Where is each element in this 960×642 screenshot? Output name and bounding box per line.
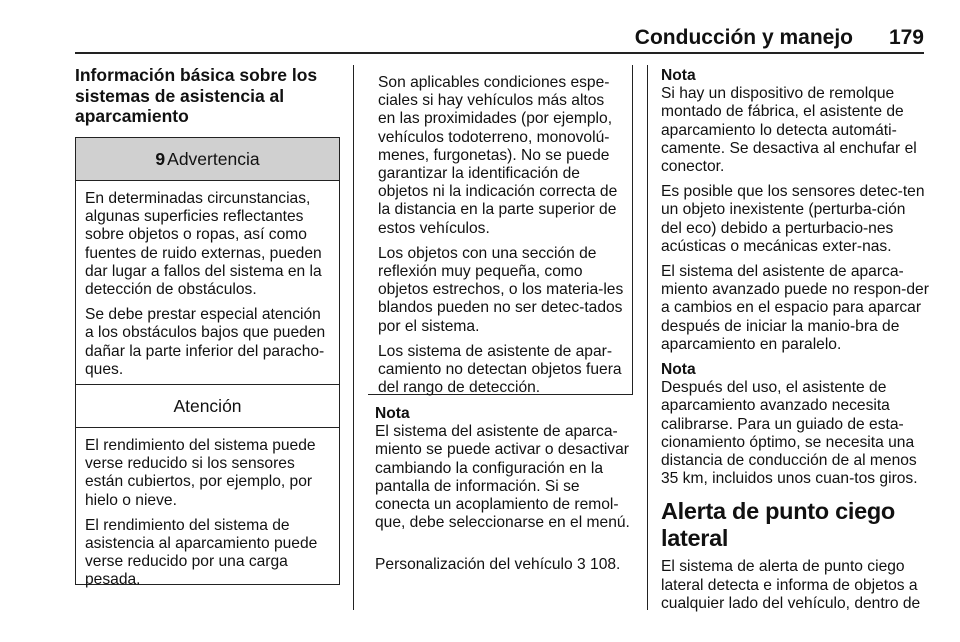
attention-box-header <box>76 385 339 428</box>
warning-box <box>75 137 340 389</box>
note-label: Nota <box>375 405 410 422</box>
warning-heading: Advertencia <box>167 148 260 169</box>
note-paragraph: El sistema del asistente de aparca-miento avanzado puede no respon-der a cambios en el espacio para aparcar después de iniciar la manio-bra de aparcamiento en paralelo. <box>661 263 929 353</box>
column-divider <box>647 65 648 610</box>
section-heading: Alerta de punto ciego lateral <box>661 498 895 552</box>
cross-reference <box>375 556 637 574</box>
note-label: Nota <box>661 361 696 379</box>
page-number: 179 <box>888 26 924 49</box>
warning-paragraph: En determinadas circunstancias, algunas superficies reflectantes sobre objetos o ropas, así como fuentes de ruido externas, pueden dar lugar a fallos del sistema en la detección de obstáculos. <box>85 190 322 299</box>
attention-paragraph: El rendimiento del sistema puede verse reducido si los sensores están cubiertos, por ejemplo, por hielo o nieve. <box>85 437 316 509</box>
note-paragraph: Si hay un dispositivo de remolque montado de fábrica, el asistente de aparcamiento lo detecta automáti-camente. Se desactiva al enchufar el conector. <box>661 85 917 176</box>
attention-box-body <box>76 428 339 599</box>
warning-box-header <box>76 138 339 181</box>
column-3 <box>661 67 929 613</box>
warning-icon: 9 <box>155 148 166 169</box>
conditions-paragraph: Los objetos con una sección de reflexión muy pequeña, como objetos estrechos, o los materia-les blandos pueden no ser detec-tados por el sistema. <box>378 244 624 335</box>
page-header <box>75 26 924 52</box>
reference-page: 108. <box>590 556 621 573</box>
conditions-box <box>368 65 633 395</box>
conditions-paragraph: Los sistema de asistente de apar-camiento no detectan objetos fuera del rango de detección. <box>378 342 622 397</box>
warning-paragraph: Se debe prestar especial atención a los obstáculos bajos que pueden dañar la parte inferior del paracho-ques. <box>85 306 326 378</box>
header-divider <box>75 52 924 54</box>
warning-box-body <box>76 181 339 388</box>
conditions-paragraph: Son aplicables condiciones espe-ciales si hay vehículos más altos en las proximidades (por ejemplo, vehículos todoterreno, monovolú-menes, furgonetas). No se puede garantizar la identificación de objetos ni la indicación correcta de la distancia en la parte superior de estos vehículos. <box>378 74 618 237</box>
page-arrow-icon: 3 <box>576 556 586 573</box>
reference-text: Personalización del vehículo <box>375 556 573 573</box>
section-title: Información básica sobre los sistemas de asistencia al aparcamiento <box>75 65 318 126</box>
note-label: Nota <box>661 67 696 84</box>
note-activation <box>375 405 637 532</box>
attention-paragraph: El rendimiento del sistema de asistencia al aparcamiento puede verse reducido por una carga pesada. <box>85 516 318 589</box>
chapter-title: Conducción y manejo <box>634 26 853 49</box>
note-text: Después del uso, el asistente de aparcamiento avanzado necesita calibrarse. Para un guiado de esta-cionamiento óptimo, se necesita una distancia de conducción de al menos 35 km, incluidos unos cuan-tos giros. <box>661 379 918 488</box>
attention-box <box>75 384 340 589</box>
attention-heading: Atención <box>173 395 242 416</box>
section-text: El sistema de alerta de punto ciego lateral detecta e informa de objetos a cualquier lado del vehículo, dentro de <box>661 558 921 612</box>
note-text: El sistema del asistente de aparca-miento se puede activar o desactivar cambiando la configuración en la pantalla de información. Si se conecta un acoplamiento de remol-que, debe seleccionarse en el menú. <box>375 423 630 532</box>
note-paragraph: Es posible que los sensores detec-ten un objeto inexistente (perturba-ción del eco) debido a perturbacio-nes acústicas o mecánicas exter-nas. <box>661 183 925 255</box>
column-1 <box>75 65 340 127</box>
column-divider <box>353 65 354 610</box>
